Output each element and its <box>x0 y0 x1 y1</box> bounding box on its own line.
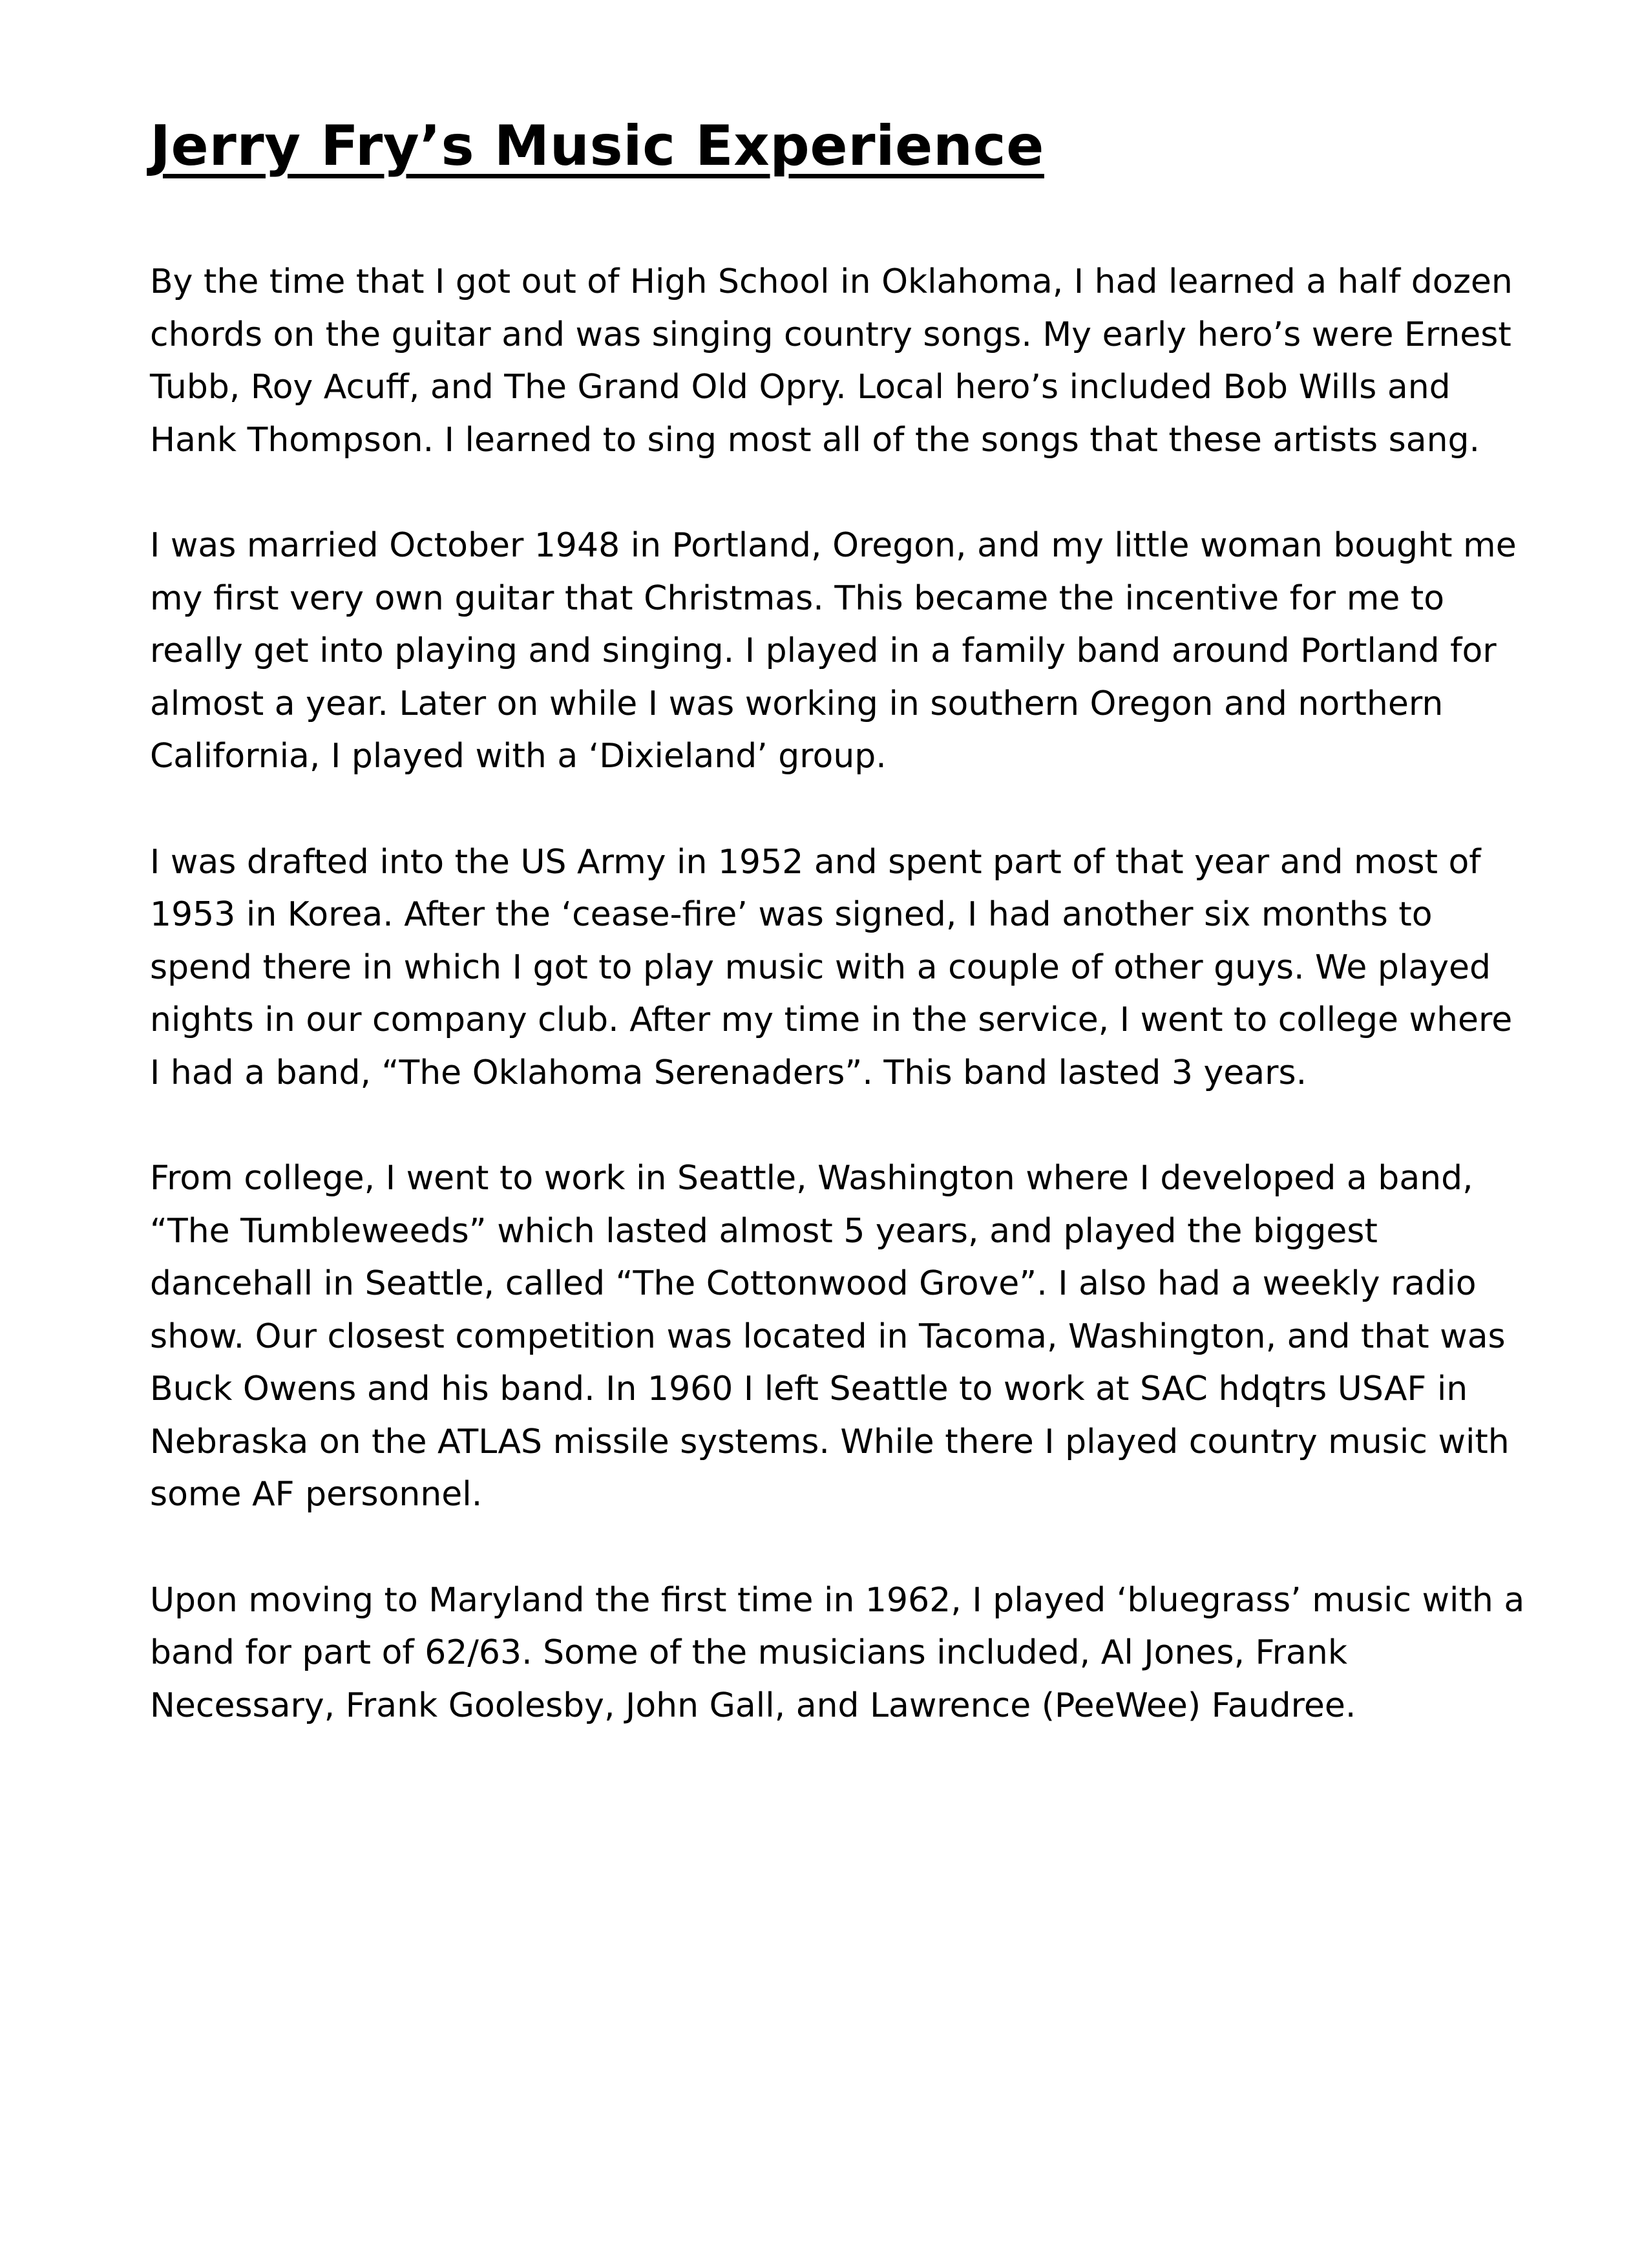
document-body <box>150 256 1533 1732</box>
document-title: Jerry Fry’s Music Experience <box>150 114 1044 178</box>
paragraph-maryland: Upon moving to Maryland the first time in 1962, I played ‘bluegrass’ music with a band for part of 62/63. Some of the musicians included, Al Jones, Frank Necessary, Frank Goolesby, John Gall, and Lawrence (PeeWee) Faudree. <box>150 1580 1525 1725</box>
paragraph-high-school: By the time that I got out of High School in Oklahoma, I had learned a half dozen chords on the guitar and was singing country songs. My early hero’s were Ernest Tubb, Roy Acuff, and The Grand Old Opry. Local hero’s included Bob Wills and Hank Thompson. I learned to sing most all of the songs that these artists sang. <box>150 262 1513 460</box>
paragraph-army-korea: I was drafted into the US Army in 1952 and spent part of that year and most of 1953 in Korea. After the ‘cease-fire’ was signed, I had another six months to spend there in which I got to play music with a couple of other guys. We played nights in our company club. After my time in the service, I went to college where I had a band, “The Oklahoma Serenaders”. This band lasted 3 years. <box>150 842 1513 1092</box>
paragraph-seattle: From college, I went to work in Seattle, Washington where I developed a band, “The Tumbleweeds” which lasted almost 5 years, and played the biggest dancehall in Seattle, called “The Cottonwood Grove”. I also had a weekly radio show. Our closest competition was located in Tacoma, Washington, and that was Buck Owens and his band. In 1960 I left Seattle to work at SAC hdqtrs USAF in Nebraska on the ATLAS missile systems. While there I played country music with some AF personnel. <box>150 1159 1510 1514</box>
document-page <box>150 107 1533 1785</box>
paragraph-marriage-portland: I was married October 1948 in Portland, Oregon, and my little woman bought me my first very own guitar that Christmas. This became the incentive for me to really get into playing and singing. I played in a family band around Portland for almost a year. Later on while I was working in southern Oregon and northern California, I played with a ‘Dixieland’ group. <box>150 526 1517 776</box>
